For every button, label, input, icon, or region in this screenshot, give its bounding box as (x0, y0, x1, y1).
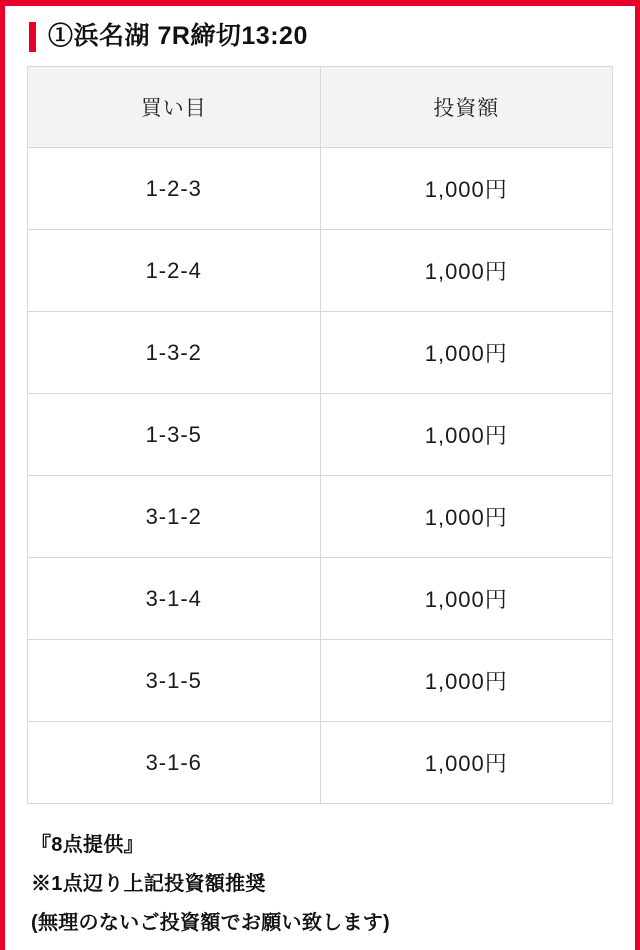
cell-bet: 1-2-3 (28, 148, 321, 230)
note-recommended-amount: ※1点辺り上記投資額推奨 (31, 873, 266, 895)
bet-table (27, 66, 613, 804)
table-row (28, 640, 613, 722)
table-header (28, 67, 613, 148)
cell-amount: 1,000円 (320, 312, 613, 394)
table-body (28, 148, 613, 804)
cell-amount: 1,000円 (320, 558, 613, 640)
cell-bet: 1-3-5 (28, 394, 321, 476)
cell-amount: 1,000円 (320, 722, 613, 804)
cell-amount: 1,000円 (320, 640, 613, 722)
cell-amount: 1,000円 (320, 230, 613, 312)
content-area (5, 22, 635, 943)
page-title-text: ①浜名湖 7R締切13:20 (48, 22, 308, 51)
column-header-amount: 投資額 (320, 67, 613, 148)
table-row (28, 394, 613, 476)
cell-amount: 1,000円 (320, 394, 613, 476)
accent-bar-icon (29, 22, 36, 52)
page-title (27, 22, 613, 52)
table-row (28, 312, 613, 394)
cell-amount: 1,000円 (320, 148, 613, 230)
column-header-bet: 買い目 (28, 67, 321, 148)
note-disclaimer: (無理のないご投資額でお願い致します) (31, 912, 391, 934)
cell-amount: 1,000円 (320, 476, 613, 558)
cell-bet: 1-3-2 (28, 312, 321, 394)
cell-bet: 3-1-6 (28, 722, 321, 804)
cell-bet: 3-1-4 (28, 558, 321, 640)
table-row (28, 476, 613, 558)
notes-section (27, 826, 613, 943)
table-header-row (28, 67, 613, 148)
cell-bet: 3-1-5 (28, 640, 321, 722)
note-point-count: 『8点提供』 (31, 834, 144, 856)
cell-bet: 1-2-4 (28, 230, 321, 312)
table-row (28, 722, 613, 804)
table-row (28, 148, 613, 230)
table-row (28, 230, 613, 312)
table-row (28, 558, 613, 640)
cell-bet: 3-1-2 (28, 476, 321, 558)
